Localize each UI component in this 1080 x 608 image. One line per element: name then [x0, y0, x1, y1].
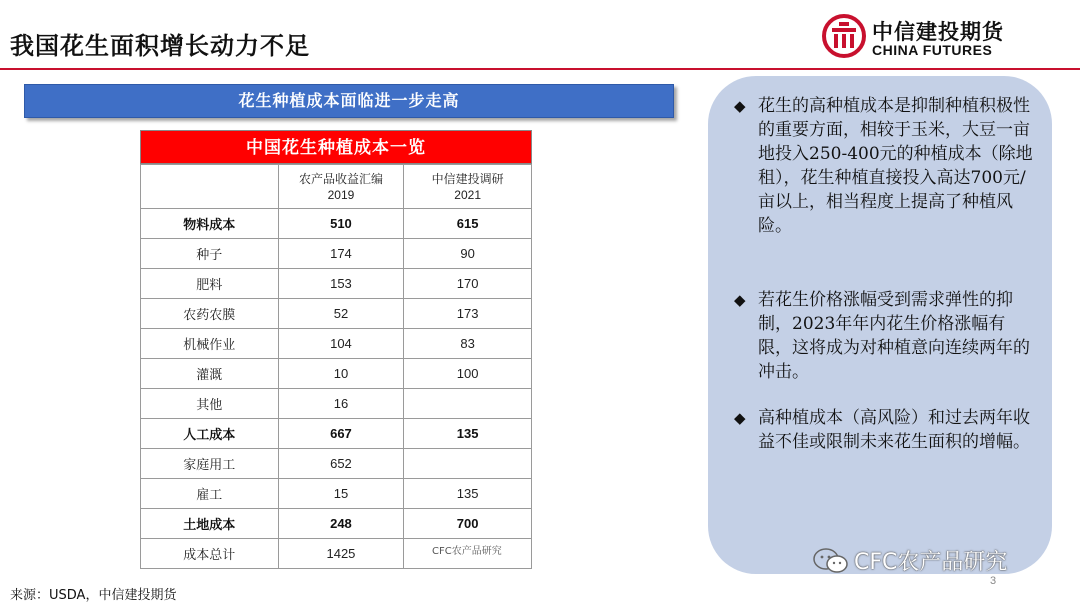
cell-2019: 15: [278, 479, 404, 509]
cost-table: [140, 164, 532, 569]
header-divider: [0, 68, 1080, 70]
header-year-2021: 2021: [454, 187, 481, 202]
cell-2021: 135: [404, 479, 532, 509]
header-cell-2021: [404, 165, 532, 209]
table-row: [141, 509, 532, 539]
bullet-text: 花生的高种植成本是抑制种植积极性的重要方面，相较于玉米，大豆一亩地投入250-400元的种植成本（除地租），花生种植直接投入高达700元/亩以上，相当程度上提高了种植风险。: [758, 96, 1033, 236]
table-row: [141, 269, 532, 299]
cell-2019: 153: [278, 269, 404, 299]
citic-logo-icon: [822, 14, 866, 58]
cell-2021: 100: [404, 359, 532, 389]
cell-2021: [404, 449, 532, 479]
table-row: [141, 479, 532, 509]
company-logo: [822, 12, 1072, 60]
header-cell-2019: [278, 165, 404, 209]
row-label: 灌溉: [141, 359, 279, 389]
cell-2019: 652: [278, 449, 404, 479]
logo-english-name: CHINA FUTURES: [872, 42, 993, 58]
table-row: [141, 359, 532, 389]
watermark-text: CFC农产品研究: [854, 550, 1008, 575]
row-label: 农药农膜: [141, 299, 279, 329]
cell-2021: 615: [404, 209, 532, 239]
table-row: [141, 239, 532, 269]
cell-2021: 170: [404, 269, 532, 299]
header-source-2019: 农产品收益汇编: [298, 171, 383, 186]
cell-2019: 248: [278, 509, 404, 539]
cost-table-container: [140, 130, 532, 569]
row-label: 肥料: [141, 269, 279, 299]
cell-2019: 52: [278, 299, 404, 329]
table-title: 中国花生种植成本一览: [140, 130, 532, 164]
cell-2021: 90: [404, 239, 532, 269]
cell-2019: 104: [278, 329, 404, 359]
bullet-point: [734, 406, 1034, 454]
summary-card: [708, 76, 1052, 574]
diamond-bullet-icon: ◆: [734, 97, 746, 115]
source-note: 来源：USDA，中信建投期货: [10, 588, 177, 603]
table-row: [141, 449, 532, 479]
row-label: 成本总计: [141, 539, 279, 569]
header-cell-empty: [141, 165, 279, 209]
bullet-point: [734, 288, 1034, 384]
page-number: 3: [990, 575, 997, 587]
logo-chinese-name: 中信建投期货: [872, 20, 1004, 44]
row-label: 人工成本: [141, 419, 279, 449]
bullet-text: 若花生价格涨幅受到需求弹性的抑制，2023年年内花生价格涨幅有限，这将成为对种植意向连续两年的冲击。: [758, 290, 1030, 382]
cell-2021: [404, 389, 532, 419]
row-label: 雇工: [141, 479, 279, 509]
cell-2019: 667: [278, 419, 404, 449]
table-row: [141, 419, 532, 449]
cell-2021: 173: [404, 299, 532, 329]
cell-2021: 700: [404, 509, 532, 539]
row-label: 土地成本: [141, 509, 279, 539]
table-row: [141, 209, 532, 239]
cell-2019: 1425: [278, 539, 404, 569]
section-banner: 花生种植成本面临进一步走高: [24, 84, 674, 118]
row-label: 其他: [141, 389, 279, 419]
diamond-bullet-icon: ◆: [734, 409, 746, 427]
cell-2019: 174: [278, 239, 404, 269]
cell-2021: 83: [404, 329, 532, 359]
slide-title: 我国花生面积增长动力不足: [10, 31, 310, 60]
cell-2019: 510: [278, 209, 404, 239]
table-header-row: [141, 165, 532, 209]
cell-2019: 10: [278, 359, 404, 389]
cell-2019: 16: [278, 389, 404, 419]
row-label: 家庭用工: [141, 449, 279, 479]
cell-2021: 135: [404, 419, 532, 449]
row-label: 种子: [141, 239, 279, 269]
table-row: [141, 299, 532, 329]
table-row: [141, 329, 532, 359]
table-row: [141, 389, 532, 419]
header-source-2021: 中信建投调研: [431, 171, 504, 186]
row-label: 机械作业: [141, 329, 279, 359]
wechat-icon: [812, 547, 850, 575]
table-overlay-watermark: CFC农产品研究: [432, 546, 502, 557]
row-label: 物料成本: [141, 209, 279, 239]
diamond-bullet-icon: ◆: [734, 291, 746, 309]
header-year-2019: 2019: [327, 187, 355, 202]
bullet-text: 高种植成本（高风险）和过去两年收益不佳或限制未来花生面积的增幅。: [758, 408, 1030, 452]
bullet-point: [734, 94, 1034, 238]
